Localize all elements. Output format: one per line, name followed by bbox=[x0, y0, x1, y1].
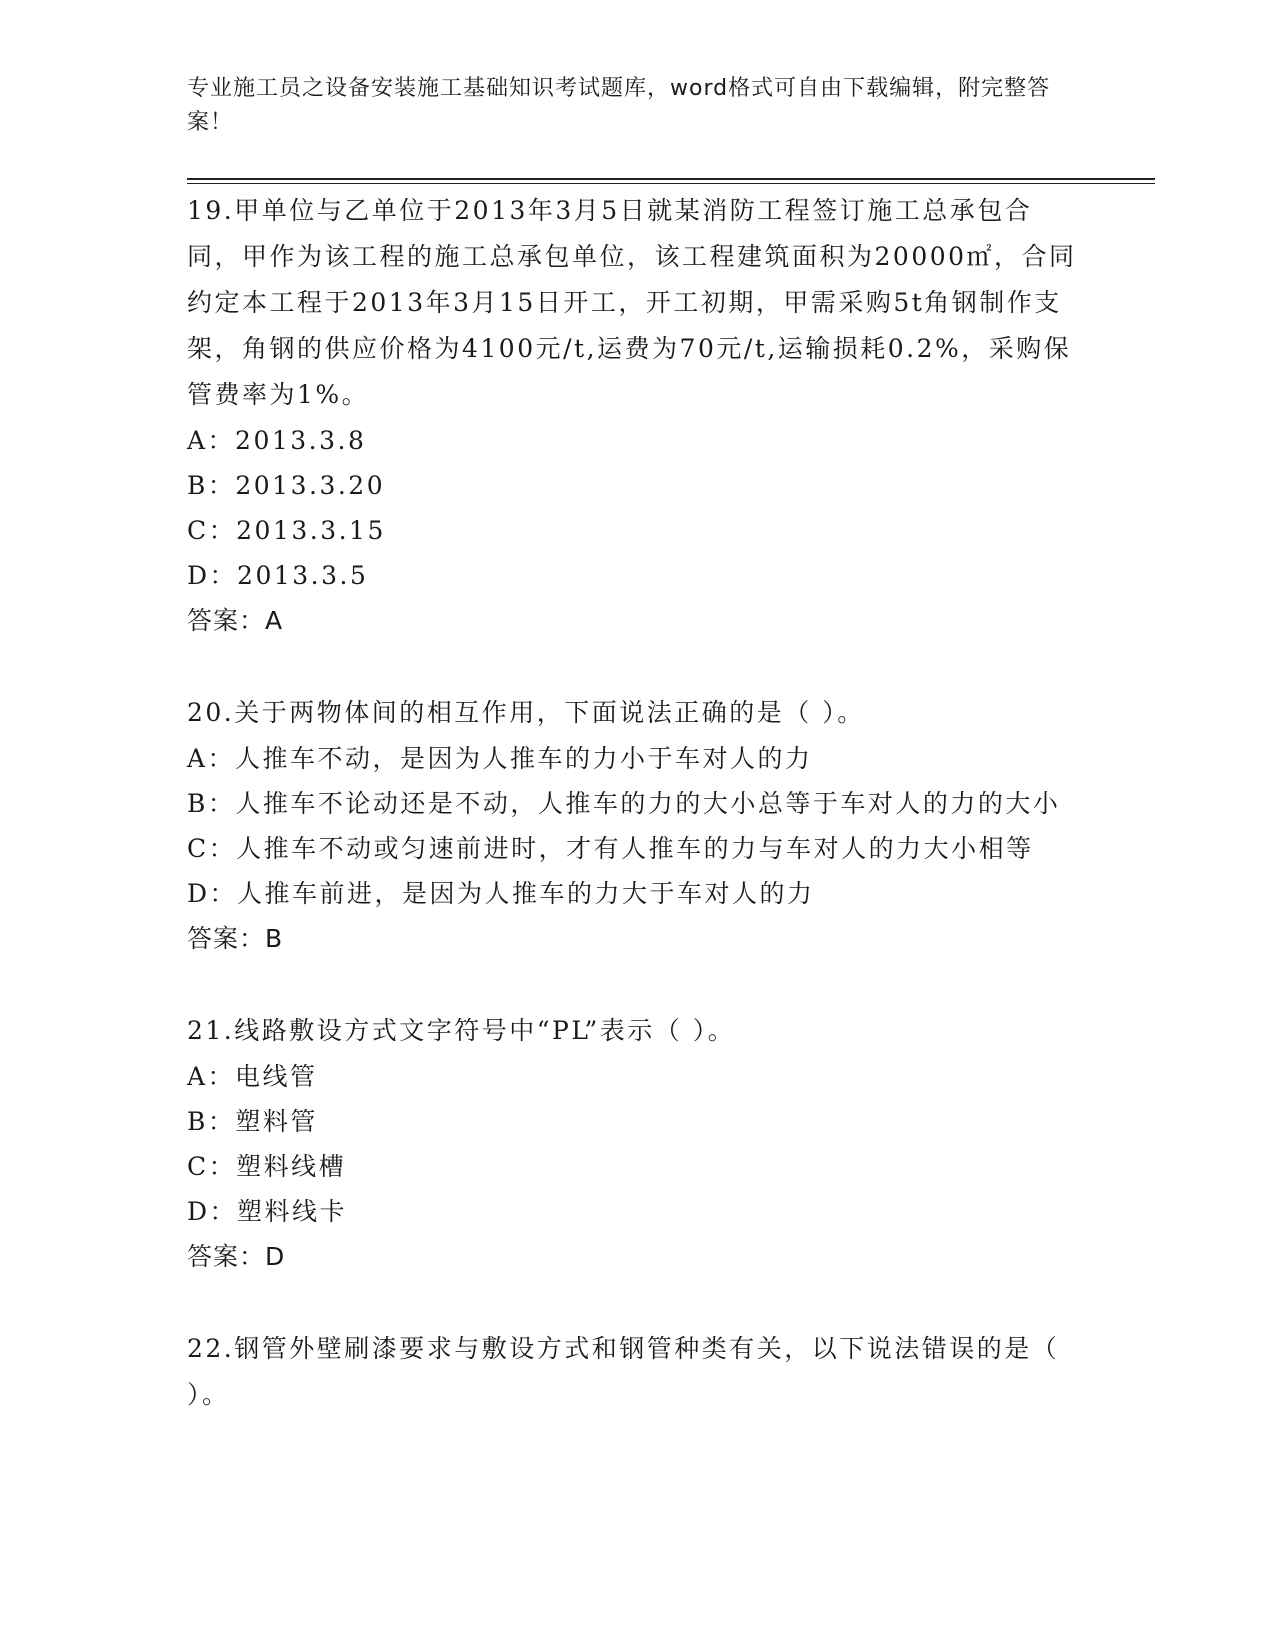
option-b: B：2013.3.20 bbox=[187, 471, 386, 500]
question-text: 22.钢管外壁刷漆要求与敷设方式和钢管种类有关，以下说法错误的是（ ）。 bbox=[187, 1334, 1060, 1409]
header-rule-thin bbox=[187, 183, 1155, 184]
option-a: A：电线管 bbox=[187, 1062, 318, 1091]
document-header: 专业施工员之设备安装施工基础知识考试题库，word格式可自由下载编辑，附完整答案！ bbox=[187, 76, 1051, 135]
option-a: A：2013.3.8 bbox=[187, 426, 367, 455]
option-d: D：2013.3.5 bbox=[187, 561, 369, 590]
option-c: C：2013.3.15 bbox=[187, 516, 386, 545]
header-rule-thick bbox=[187, 178, 1155, 180]
question-text: 19.甲单位与乙单位于2013年3月5日就某消防工程签订施工总承包合同，甲作为该工程的施工总承包单位，该工程建筑面积为20000㎡，合同约定本工程于2013年3月15日开工，开工初期，甲需采购5t角钢制作支架，角钢的供应价格为4100元/t,运费为70元/t,运输损耗0.2%，采购保管费率为1%。 bbox=[187, 196, 1077, 409]
option-d: D：塑料线卡 bbox=[187, 1197, 348, 1226]
question-21 bbox=[187, 1008, 1077, 1279]
option-a: A：人推车不动，是因为人推车的力小于车对人的力 bbox=[187, 744, 813, 773]
option-b: B：人推车不论动还是不动，人推车的力的大小总等于车对人的力的大小 bbox=[187, 789, 1061, 818]
answer: 答案：D bbox=[187, 1242, 286, 1271]
option-c: C：塑料线槽 bbox=[187, 1152, 347, 1181]
question-text: 21.线路敷设方式文字符号中“PL”表示（ ）。 bbox=[187, 1016, 736, 1045]
option-d: D：人推车前进，是因为人推车的力大于车对人的力 bbox=[187, 879, 815, 908]
question-19 bbox=[187, 188, 1077, 643]
answer: 答案：A bbox=[187, 606, 284, 635]
answer: 答案：B bbox=[187, 924, 284, 953]
question-22 bbox=[187, 1326, 1077, 1418]
question-20 bbox=[187, 690, 1077, 961]
option-b: B：塑料管 bbox=[187, 1107, 318, 1136]
question-text: 20.关于两物体间的相互作用，下面说法正确的是（ ）。 bbox=[187, 698, 865, 727]
question-list bbox=[187, 188, 1077, 1418]
option-c: C：人推车不动或匀速前进时，才有人推车的力与车对人的力大小相等 bbox=[187, 834, 1034, 863]
